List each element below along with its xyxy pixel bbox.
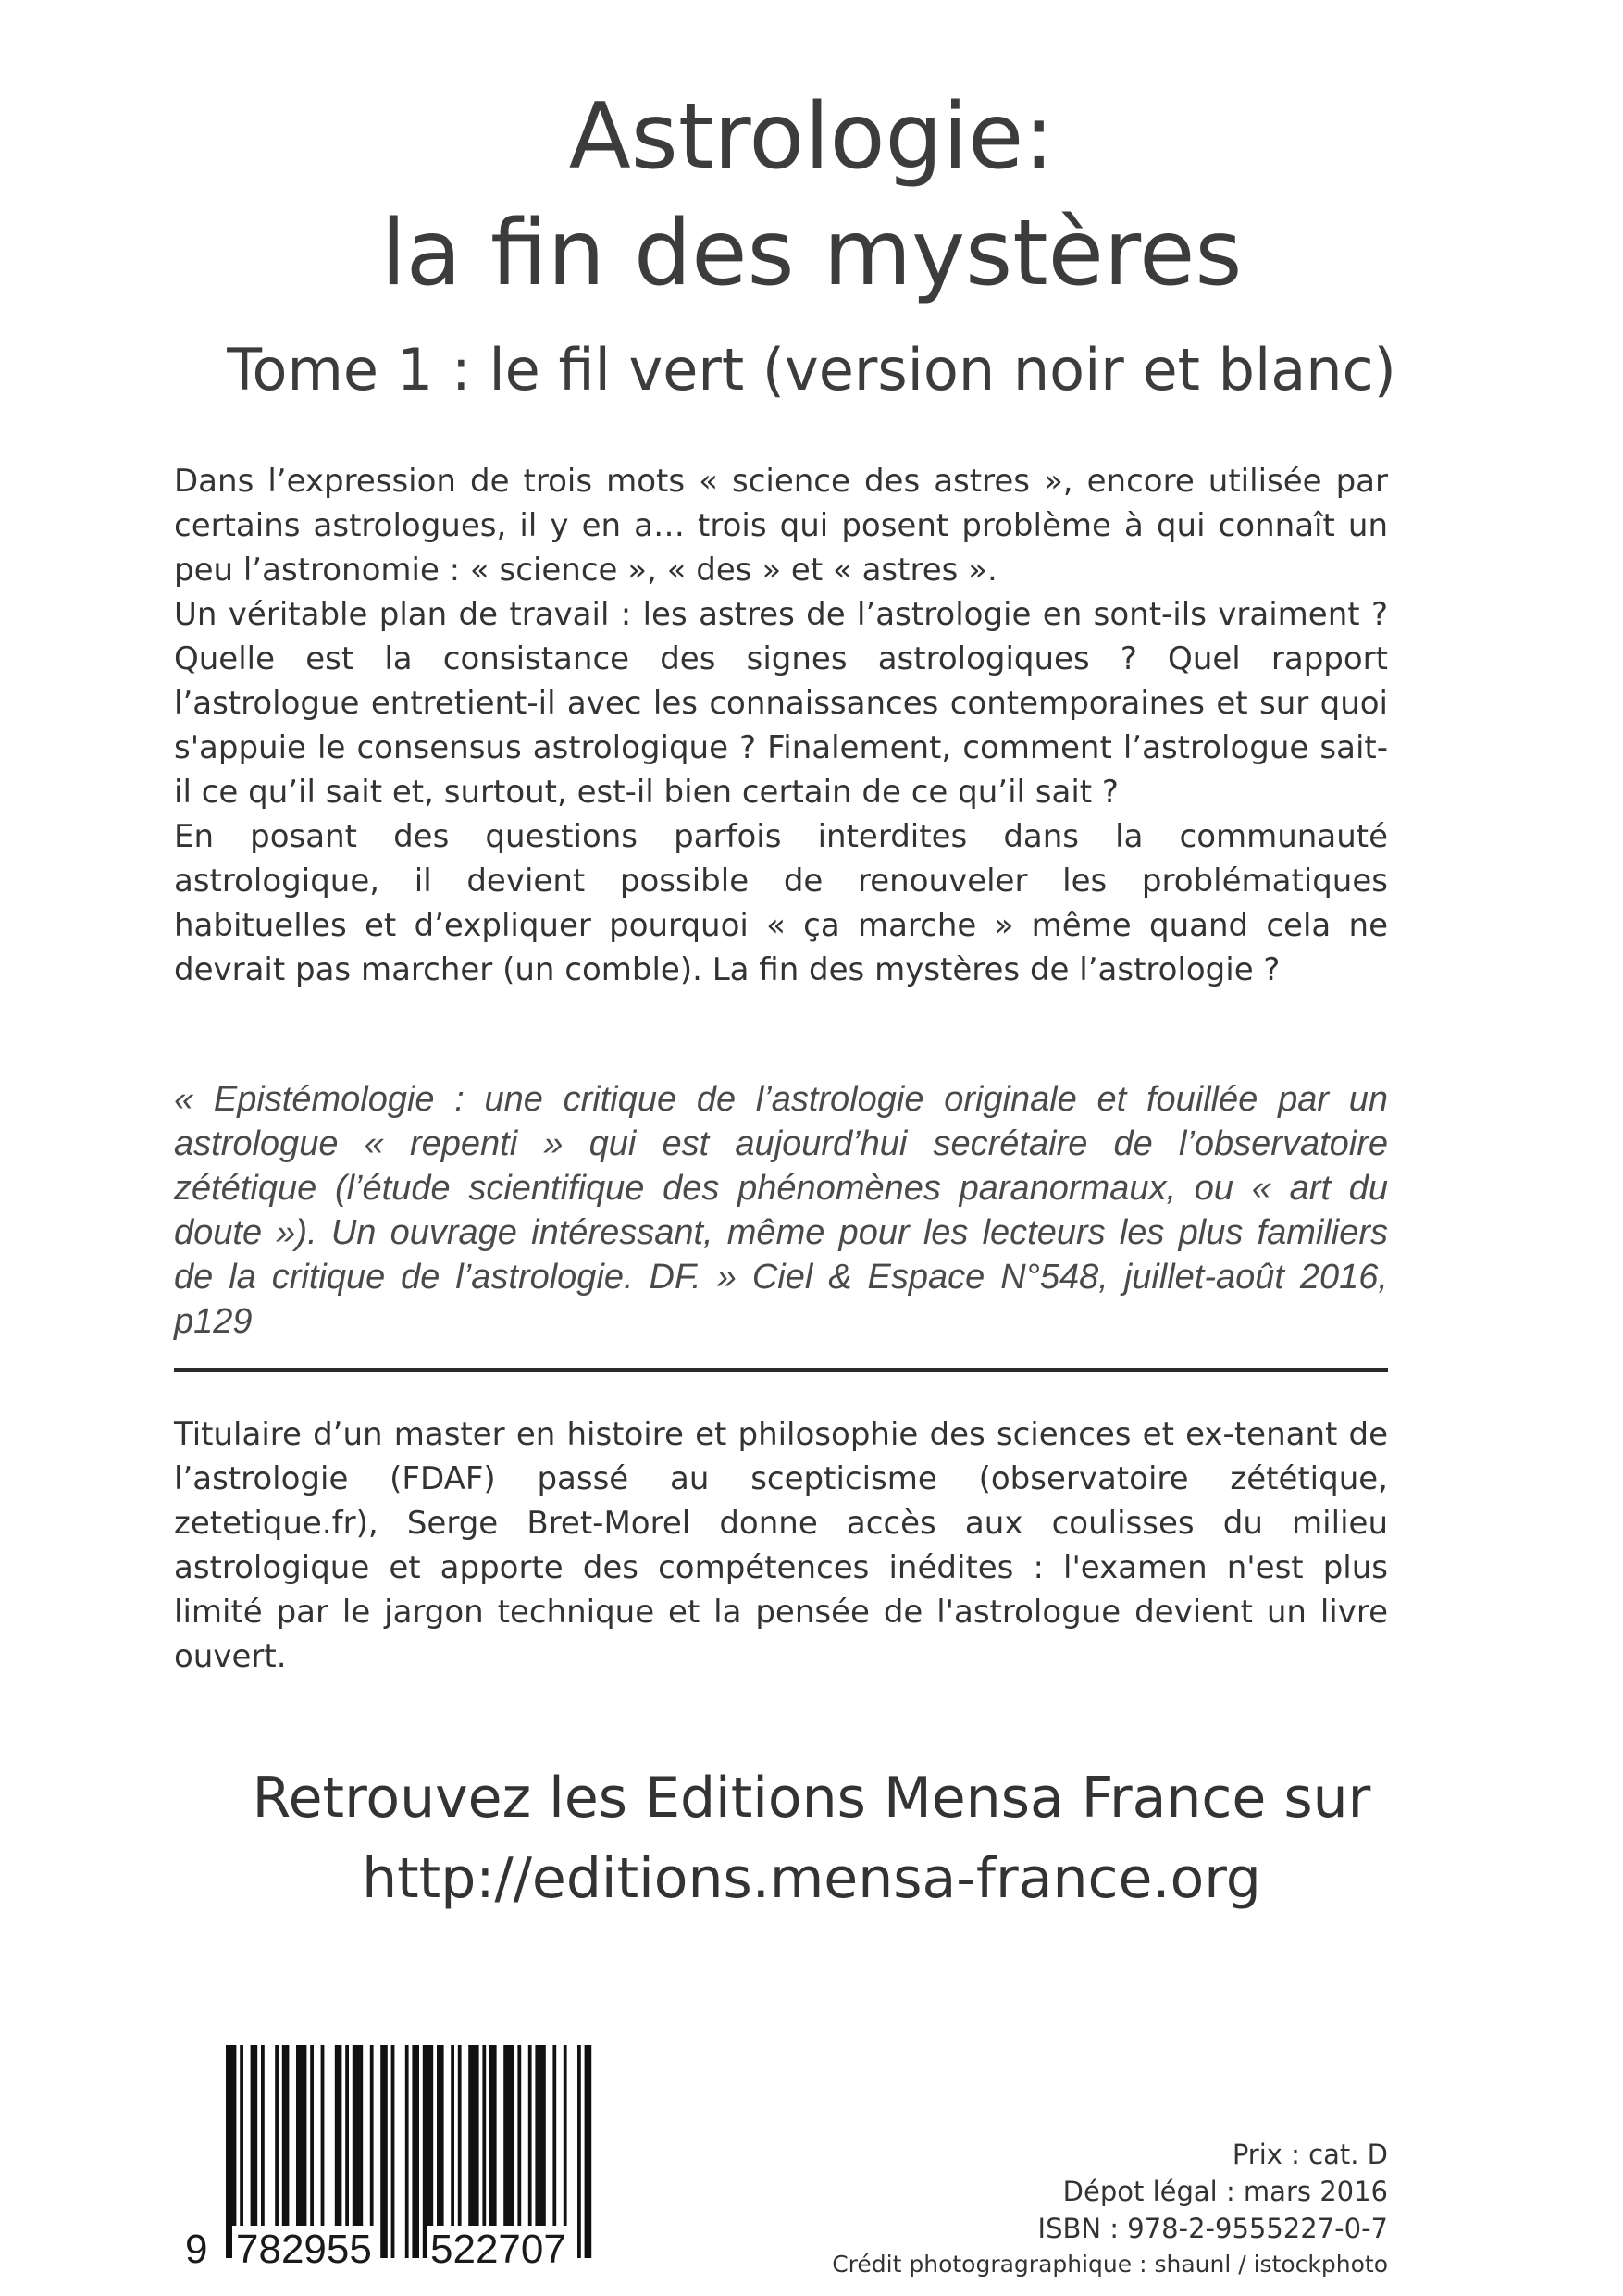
isbn-number: ISBN : 978-2-9555227-0-7 xyxy=(1037,2213,1388,2244)
intro-paragraph-1: Dans l’expression de trois mots « science des astres », encore utilisée par certains astrologues, il y en a… trois qui posent problème à qui connaît un peu l’astronomie : « science », « des » et « astres ». xyxy=(174,463,1388,589)
book-title-line-1: Astrologie: xyxy=(568,84,1055,190)
legal-deposit: Dépot légal : mars 2016 xyxy=(1062,2176,1388,2207)
barcode-digit-lead: 9 xyxy=(181,2226,211,2274)
promo-line: Retrouvez les Editions Mensa France sur xyxy=(252,1766,1371,1831)
photo-credit: Crédit photogragraphique : shaunl / istockphoto xyxy=(832,2251,1388,2277)
book-title-line-2: la fin des mystères xyxy=(380,201,1243,306)
barcode-digits-left: 782955 xyxy=(232,2226,376,2274)
press-quote: « Epistémologie : une critique de l’astrologie originale et fouillée par un astrologue « repenti » qui est aujourd’hui secrétaire de l’observatoire zététique (l’étude scientifique des phénomènes paranormaux, ou « art du doute »). Un ouvrage intéressant, même pour les lecteurs les plus familiers de la critique de l’astrologie. DF. » Ciel & Espace N°548, juillet-août 2016, p129 xyxy=(174,1080,1388,1341)
price-category: Prix : cat. D xyxy=(1232,2139,1388,2170)
book-subtitle: Tome 1 : le fil vert (version noir et blanc) xyxy=(227,336,1396,403)
divider xyxy=(174,1368,1388,1372)
barcode-digits-right: 522707 xyxy=(427,2226,570,2274)
legal-info xyxy=(832,2136,1388,2282)
promo-url-link[interactable]: http://editions.mensa-france.org xyxy=(362,1846,1261,1911)
intro-text xyxy=(174,459,1388,992)
author-bio: Titulaire d’un master en histoire et philosophie des sciences et ex-tenant de l’astrologie (FDAF) passé au scepticisme (observatoire zététique, zetetique.fr), Serge Bret-Morel donne accès aux coulisses du milieu astrologique et apporte des compétences inédites : l'examen n'est plus limité par le jargon technique et la pensée de l'astrologue devient un livre ouvert. xyxy=(174,1416,1388,1675)
intro-paragraph-3: En posant des questions parfois interdites dans la communauté astrologique, il devient possible de renouveler les problématiques habituelles et d’expliquer pourquoi « ça marche » même quand cela ne devrait pas marcher (un comble). La fin des mystères de l’astrologie ? xyxy=(174,818,1388,988)
intro-paragraph-2: Un véritable plan de travail : les astres de l’astrologie en sont-ils vraiment ? Quelle est la consistance des signes astrologiques ? Quel rapport l’astrologue entretient-il avec les connaissances contemporaines et sur quoi s'appuie le consensus astrologique ? Finalement, comment l’astrologue sait-il ce qu’il sait et, surtout, est-il bien certain de ce qu’il sait ? xyxy=(174,596,1388,811)
barcode-digits xyxy=(181,2226,598,2281)
